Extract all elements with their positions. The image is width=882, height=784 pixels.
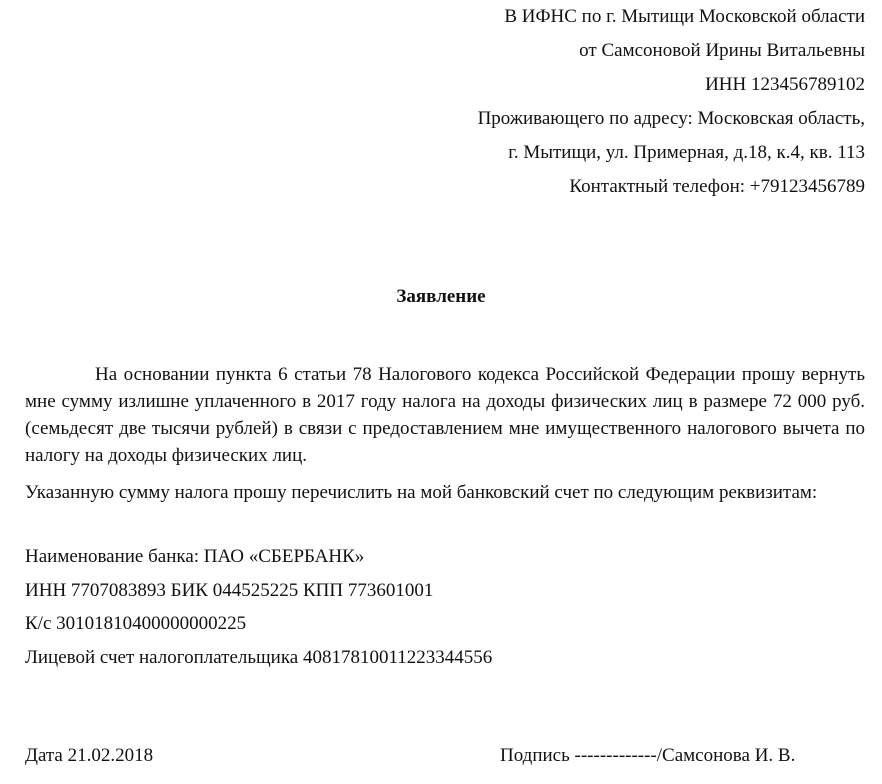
signature-line: Подпись -------------/Самсонова И. В. <box>500 745 796 766</box>
applicant-phone: Контактный телефон: +79123456789 <box>569 176 865 197</box>
applicant-address-line-1: Проживающего по адресу: Московская область, <box>477 108 865 129</box>
main-paragraph-text: На основании пункта 6 статьи 78 Налогового кодекса Российской Федерации прошу вернуть мне сумму излишне уплаченного в 2017 году налога на доходы физических лиц в размере 72 000 руб. (семьдесят две тысячи рублей) в связи с предоставлением мне имущественного налогового вычета по налогу на доходы физических лиц. <box>25 364 865 466</box>
document-date: Дата 21.02.2018 <box>25 745 154 766</box>
bank-details <box>25 544 492 678</box>
transfer-request: Указанную сумму налога прошу перечислить на мой банковский счет по следующим реквизитам: <box>25 482 818 503</box>
applicant-name: от Самсоновой Ирины Витальевны <box>579 40 865 61</box>
addressee-tax-office: В ИФНС по г. Мытищи Московской области <box>504 6 865 27</box>
document-title: Заявление <box>396 286 486 307</box>
correspondent-account: К/с 30101810400000000225 <box>25 613 247 634</box>
bank-name: Наименование банка: ПАО «СБЕРБАНК» <box>25 546 365 567</box>
main-paragraph <box>25 361 865 469</box>
personal-account: Лицевой счет налогоплательщика 40817810011223344556 <box>25 646 493 668</box>
bank-codes: ИНН 7707083893 БИК 044525225 КПП 773601001 <box>25 579 434 601</box>
applicant-address-line-2: г. Мытищи, ул. Примерная, д.18, к.4, кв. 113 <box>508 142 865 163</box>
applicant-inn: ИНН 123456789102 <box>705 74 865 95</box>
addressee-block <box>478 4 865 208</box>
